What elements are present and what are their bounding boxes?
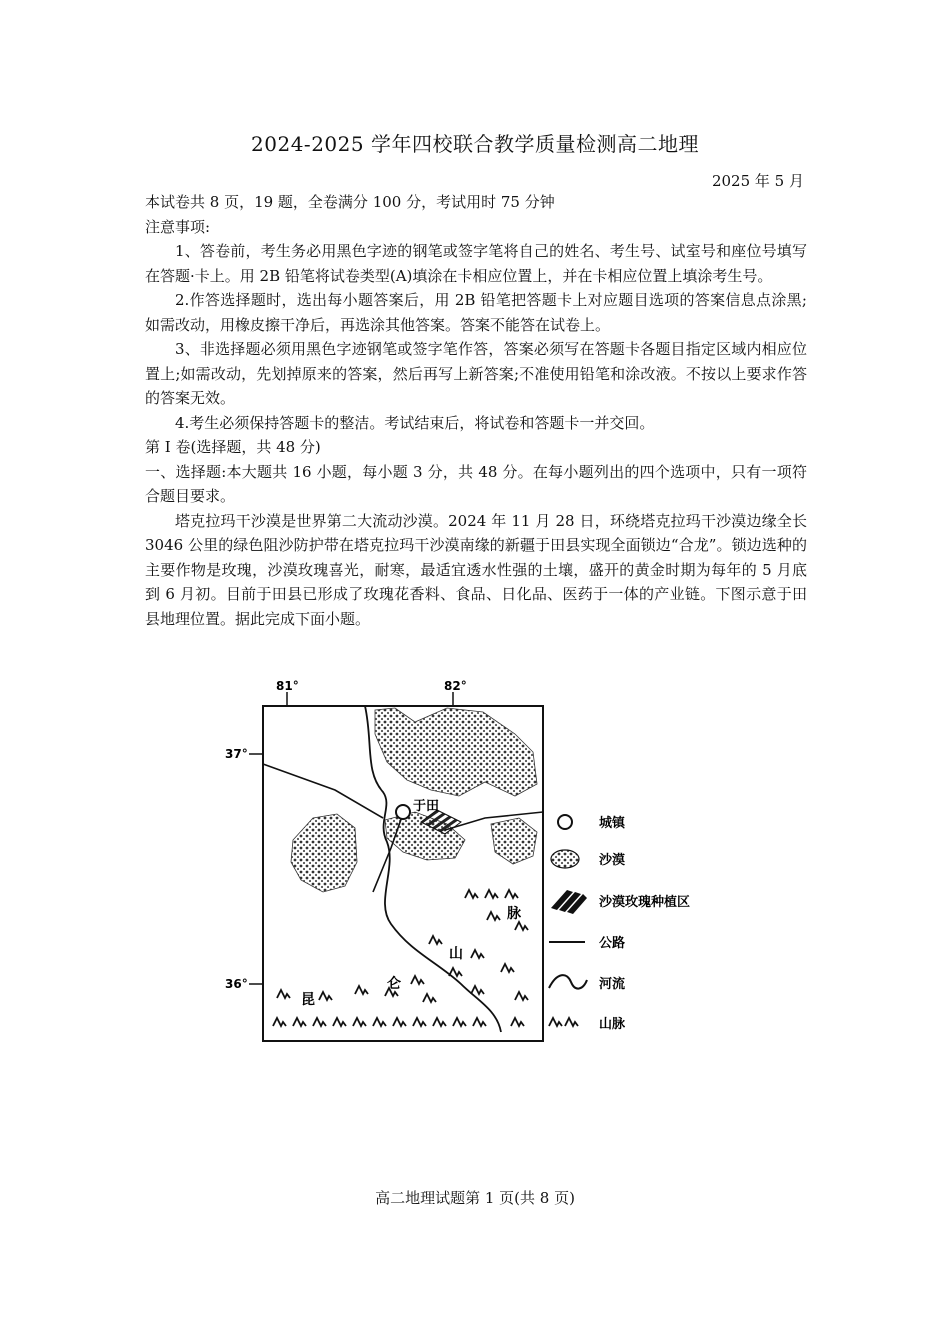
notice-item-1: 1、答卷前，考生务必用黑色字迹的钢笔或签字笔将自己的姓名、考生号、试室号和座位号填写在答题·卡上。用 2B 铅笔将试卷类型(A)填涂在卡相应位置上，并在卡相应位置上填涂考生号。 [145, 242, 807, 285]
river-icon [549, 975, 587, 988]
lon-label-81: 81° [276, 679, 299, 693]
mountain-icon [549, 1018, 578, 1026]
desert-area-north [375, 708, 537, 796]
legend-label-rose: 沙漠玫瑰种植区 [599, 895, 691, 910]
section-heading: 第 I 卷(选择题，共 48 分) [145, 438, 321, 456]
notice-heading: 注意事项: [145, 217, 211, 236]
intro-line: 本试卷共 8 页，19 题，全卷满分 100 分，考试用时 75 分钟 [145, 193, 555, 211]
notice-item-3: 3、非选择题必须用黑色字迹钢笔或签字笔作答，答案必须写在答题卡各题目指定区域内相应位置上;如需改动，先划掉原来的答案，然后再写上新答案;不准使用铅笔和涂改液。不按以上要求作答的答案无效。 [145, 340, 807, 407]
desert-area-west [291, 814, 357, 892]
lat-label-37: 37° [225, 747, 248, 761]
legend-label-mountain: 山脉 [599, 1017, 626, 1032]
exam-body [145, 190, 807, 631]
legend-label-town: 城镇 [599, 816, 626, 831]
town-label: 于田 [413, 799, 440, 814]
legend-label-road: 公路 [599, 936, 626, 951]
notice-item-4: 4.考生必须保持答题卡的整洁。考试结束后，将试卷和答题卡一并交回。 [175, 413, 655, 432]
mountain-char-mai: 脉 [507, 906, 521, 922]
desert-area-east [491, 818, 537, 864]
passage: 塔克拉玛干沙漠是世界第二大流动沙漠。2024 年 11 月 28 日，环绕塔克拉玛干沙漠边缘全长 3046 公里的绿色阻沙防护带在塔克拉玛干沙漠南缘的新疆于田县实现全面锁边“合龙”。锁边选种的主要作物是玫瑰，沙漠玫瑰喜光，耐寒，最适宜透水性强的土壤，盛开的黄金时期为每年的 5 月底到 6 月初。目前于田县已形成了玫瑰花香料、食品、日化品、医药于一体的产业链。下图示意于田县地理位置。据此完成下面小题。 [145, 511, 807, 628]
page-footer: 高二地理试题第 1 页(共 8 页) [375, 1189, 575, 1207]
yutian-location-map [215, 672, 735, 1052]
town-circle-icon [558, 815, 572, 829]
road-northwest [263, 764, 383, 818]
notice-item-2: 2.作答选择题时，选出每小题答案后，用 2B 铅笔把答题卡上对应题目选项的答案信息点涂黑;如需改动，用橡皮擦干净后，再选涂其他答案。答案不能答在试卷上。 [145, 291, 807, 334]
legend-label-desert: 沙漠 [599, 853, 626, 868]
part-heading: 一、选择题:本大题共 16 小题，每小题 3 分，共 48 分。在每小题列出的四个选项中，只有一项符合题目要求。 [145, 462, 807, 505]
mountain-char-kun: 昆 [301, 992, 315, 1008]
legend-label-river: 河流 [599, 977, 626, 992]
map-legend [549, 815, 690, 1032]
lat-label-36: 36° [225, 977, 248, 991]
exam-date: 2025 年 5 月 [711, 172, 804, 190]
page-title: 2024-2025 学年四校联合教学质量检测高二地理 [251, 132, 699, 156]
mountain-char-lun: 仑 [387, 976, 401, 992]
desert-icon [551, 850, 579, 868]
mountain-char-shan: 山 [449, 946, 463, 962]
yutian-town-icon [396, 805, 410, 819]
lon-label-82: 82° [444, 679, 467, 693]
rose-plantation-icon [551, 890, 587, 914]
